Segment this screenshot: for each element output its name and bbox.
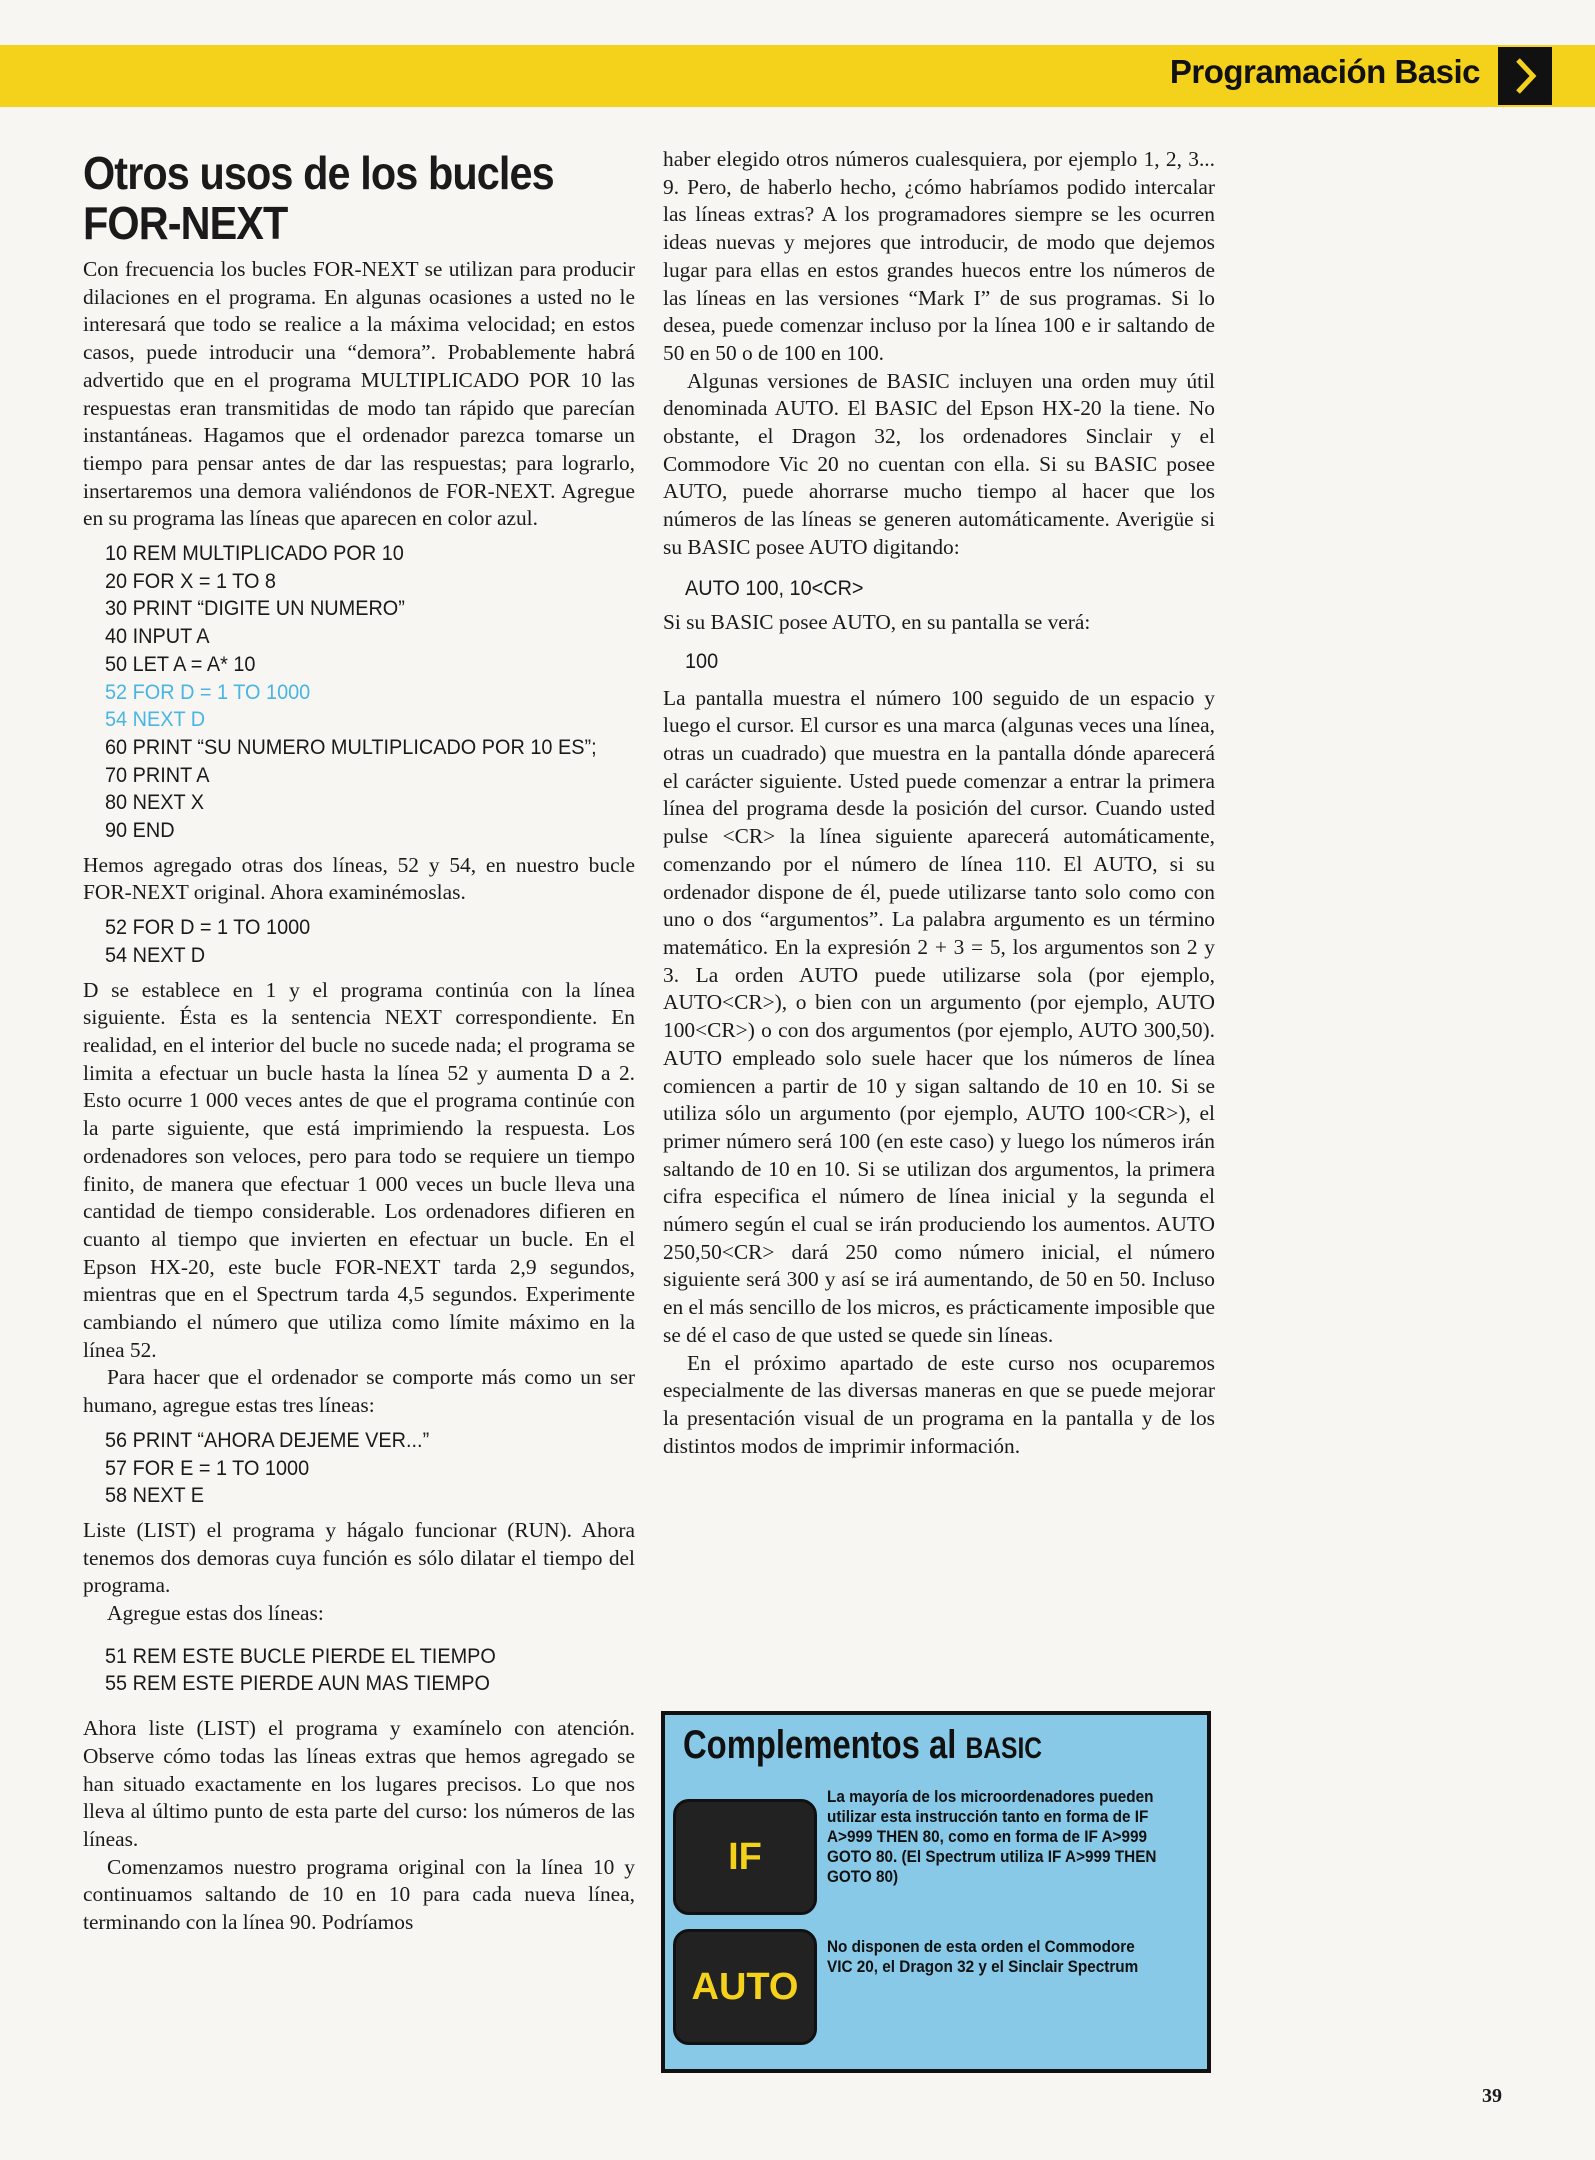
auto-keyword-tile: AUTO	[673, 1929, 817, 2045]
basic-complements-box	[661, 1711, 1211, 2073]
article-title: Otros usos de los bucles FOR-NEXT	[83, 147, 554, 249]
left-column	[83, 146, 635, 1937]
right-paragraph-2: Algunas versiones de BASIC incluyen una orden muy útil denominada AUTO. El BASIC del Epson HX-20 la tiene. No obstante, el Dragon 32, los ordenadores Sinclair y el Commodore Vic 20 no cuentan con ella. Si su BASIC posee AUTO, puede ahorrarse mucho tiempo al hacer que los números de las líneas se generen automáticamente. Averigüe si su BASIC posee AUTO digitando:	[663, 368, 1215, 559]
left-paragraph-2: Hemos agregado otras dos líneas, 52 y 54, en nuestro bucle FOR-NEXT original. Ahora examinémoslas.	[83, 852, 635, 905]
left-paragraph-3: D se establece en 1 y el programa continúa con la línea siguiente. Ésta es la sentencia NEXT correspondiente. En realidad, en el interior del bucle no sucede nada; el programa se limita a efectuar un bucle hasta la línea 52 y aumenta D a 2. Esto ocurre 1 000 veces antes de que el programa continúe con la parte siguiente, que está imprimiendo la respuesta. Los ordenadores son veloces, pero para todo se requiere un tiempo finito, de manera que efectuar 1 000 veces un bucle lleva una cantidad de tiempo considerable. Los ordenadores difieren en cuanto al tiempo que invierten en efectuar un bucle. En el Epson HX-20, este bucle FOR-NEXT tarda 2,9 segundos, mientras que en el Spectrum tarda 4,5 segundos. Experimente cambiando el número que utiliza como límite máximo en la línea 52.	[83, 977, 635, 1362]
right-paragraph-4: La pantalla muestra el número 100 seguido de un espacio y luego el cursor. El cursor es una marca (algunas veces una línea, otras un cuadrado) que muestra en la pantalla dónde aparecerá el carácter siguiente. Usted puede comenzar a entrar la primera línea del programa desde la posición del cursor. Cuando usted pulse <CR> la línea siguiente aparecerá automáticamente, comenzando por el número de línea 110. El AUTO, si su ordenador dispone de él, puede utilizarse tanto solo como con uno o dos “argumentos”. La palabra argumento es un término matemático. En la expresión 2 + 3 = 5, los argumentos son 2 y 3. La orden AUTO puede utilizarse sola (por ejemplo, AUTO<CR>), o bien con un argumento (por ejemplo, AUTO 100<CR>) o con dos argumentos (por ejemplo, AUTO 300,50). AUTO empleado solo suele hacer que los números de línea comiencen a partir de 10 y sigan saltando de 10 en 10. Si se utiliza sólo un argumento (por ejemplo, AUTO 100<CR>), el primer número será 100 (en este caso) y luego los números irán saltando de 10 en 10. Si se utilizan dos argumentos, la primera cifra especifica el número de línea inicial y la segunda el número según el cual se irán produciendo los aumentos. AUTO 250,50<CR> dará 250 como número inicial, el número siguiente será 300 y así se irá aumentando, de 50 en 50. Incluso en el más sencillo de los micros, es prácticamente imposible que se dé el caso de que usted se quede sin líneas.	[663, 685, 1215, 1347]
code-line-blue: 52 FOR D = 1 TO 1000	[105, 678, 311, 704]
code-auto-example: AUTO 100, 10<CR>	[685, 574, 864, 600]
left-paragraph-5: Liste (LIST) el programa y hágalo funcionar (RUN). Ahora tenemos dos demoras cuya función es sólo dilatar el tiempo del programa.	[83, 1517, 635, 1598]
page-number: 39	[1482, 2085, 1502, 2107]
right-paragraph-5: En el próximo apartado de este curso nos ocuparemos especialmente de las diversas maneras en que se puede mejorar la presentación visual de un programa en la pantalla y de los distintos modos de imprimir información.	[663, 1350, 1215, 1458]
auto-note: No disponen de esta orden el Commodore VIC 20, el Dragon 32 y el Sinclair Spectrum	[827, 1937, 1139, 1976]
if-note: La mayoría de los microordenadores pueden utilizar esta instrucción tanto en forma de IF A>999 THEN 80, como en forma de IF A>999 GOTO 80. (El Spectrum utiliza IF A>999 THEN GOTO 80)	[827, 1787, 1157, 1886]
right-paragraph-3: Si su BASIC posee AUTO, en su pantalla se verá:	[663, 610, 1091, 635]
right-paragraph-1: haber elegido otros números cualesquiera, por ejemplo 1, 2, 3... 9. Pero, de haberlo hecho, ¿cómo habríamos podido intercalar las líneas extras? A los programadores siempre se les ocurren ideas nuevas y mejores que introducir, de modo que dejemos lugar para ellas en estos grandes huecos entre los números de las líneas en las versiones “Mark I” de sus programas. Si lo desea, puede comenzar incluso por la línea 100 e ir saltando de 50 en 50 o de 100 en 100.	[663, 147, 1215, 365]
code-listing-1: 10 REM MULTIPLICADO POR 10 20 FOR X = 1 TO 8 30 PRINT “DIGITE UN NUMERO” 40 INPUT A 50 LET A = A* 10 52 FOR D = 1 TO 1000 54 NEXT D 60 PRINT “SU NUMERO MULTIPLICADO POR 10 ES”; 70 PRINT A 80 NEXT X 90 END	[105, 540, 597, 843]
right-column	[663, 146, 1215, 1460]
code-line-blue: 54 NEXT D	[105, 706, 206, 732]
left-paragraph-6: Agregue estas dos líneas:	[107, 1601, 324, 1626]
left-paragraph-8: Comenzamos nuestro programa original con la línea 10 y continuamos saltando de 10 en 10 para cada nueva línea, terminando con la línea 90. Podríamos	[83, 1854, 635, 1935]
if-keyword-tile: IF	[673, 1799, 817, 1915]
code-listing-2: 52 FOR D = 1 TO 1000 54 NEXT D	[105, 914, 311, 967]
chevron-right-icon	[1498, 47, 1552, 105]
section-title: Programación Basic	[1169, 53, 1480, 90]
left-paragraph-1: Con frecuencia los bucles FOR-NEXT se utilizan para producir dilaciones en el programa. En algunas ocasiones a usted no le interesará que todo se realice a la máxima velocidad; en estos casos, puede introducir una “demora”. Probablemente habrá advertido que en el programa MULTIPLICADO POR 10 las respuestas eran transmitidas de modo tan rápido que parecían instantáneas. Hagamos que el ordenador parezca tomarse un tiempo para pensar antes de dar las respuestas; para lograrlo, insertaremos una demora valiéndonos de FOR-NEXT. Agregue en su programa las líneas que aparecen en color azul.	[83, 257, 635, 531]
code-listing-4: 51 REM ESTE BUCLE PIERDE EL TIEMPO 55 REM ESTE PIERDE AUN MAS TIEMPO	[105, 1642, 496, 1696]
code-auto-output: 100	[685, 647, 719, 673]
left-paragraph-7: Ahora liste (LIST) el programa y examínelo con atención. Observe cómo todas las líneas extras que hemos agregado se han situado exactamente en los lugares precisos. Lo que nos lleva al último punto de esta parte del curso: los números de las líneas.	[83, 1716, 635, 1851]
left-paragraph-4: Para hacer que el ordenador se comporte más como un ser humano, agregue estas tres líneas:	[83, 1365, 635, 1418]
code-listing-3: 56 PRINT “AHORA DEJEME VER...” 57 FOR E = 1 TO 1000 58 NEXT E	[105, 1426, 430, 1508]
box-title: Complementos al BASIC	[683, 1723, 1043, 1767]
